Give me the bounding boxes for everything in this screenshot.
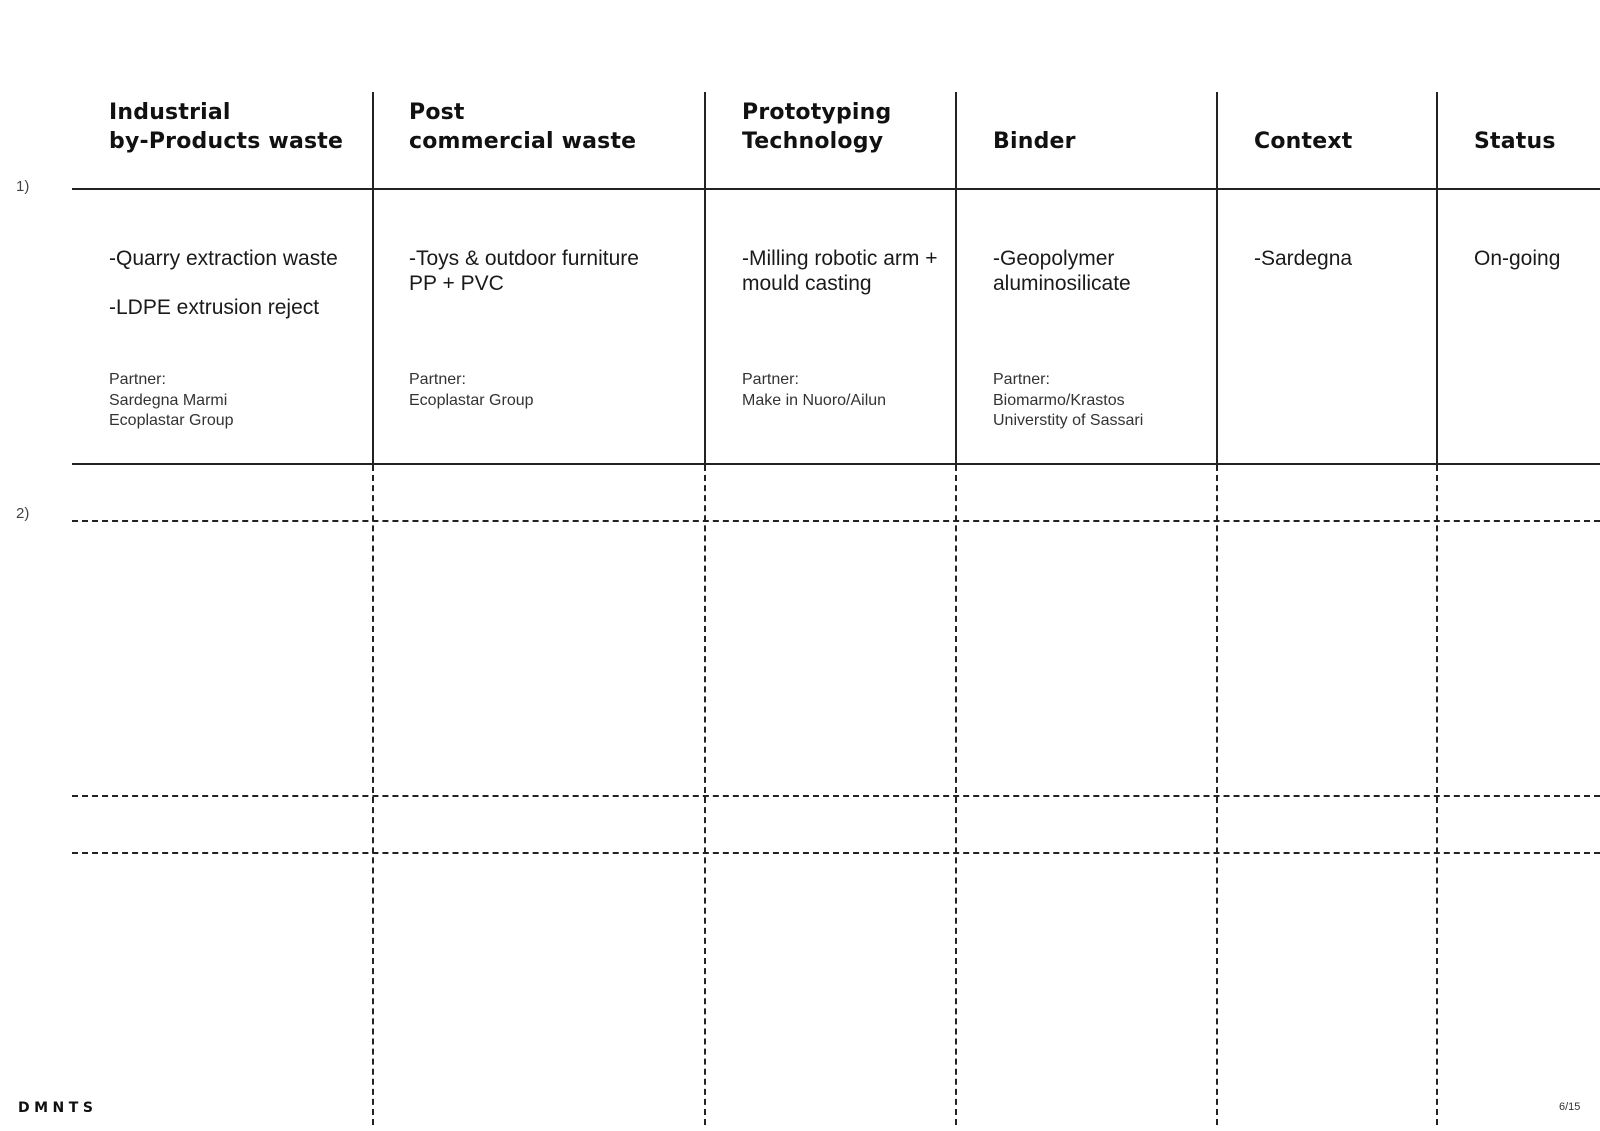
column-header-binder: Binder [993,129,1076,154]
column-header-context: Context [1254,129,1353,154]
row-number-2: 2) [16,505,30,522]
column-header-prototyping: Prototyping Technology [742,100,892,154]
dmnts-logo: DMNTS [18,1100,98,1116]
item-status-ongoing: On-going [1474,247,1561,270]
column-header-post-commercial: Post commercial waste [409,100,637,154]
column-separator [1216,92,1218,463]
row-3-header-divider [72,852,1600,854]
column-separator-dashed [1436,465,1438,1125]
row-number-1: 1) [16,178,30,195]
column-separator [1436,92,1438,463]
row-2-bottom-divider [72,795,1600,797]
item-milling-robotic-arm: -Milling robotic arm + mould casting [742,247,938,295]
row-2-header-divider [72,520,1600,522]
partner-prototyping: Partner: Make in Nuoro/Ailun [742,371,887,409]
header-divider [72,188,1600,190]
column-header-industrial-waste: Industrial by-Products waste [109,100,344,154]
column-items-industrial-waste [109,246,338,320]
column-items-post-commercial [409,246,639,296]
column-separator-dashed [372,465,374,1125]
column-items-binder [993,246,1131,296]
column-separator-dashed [1216,465,1218,1125]
item-ldpe-extrusion: -LDPE extrusion reject [109,296,320,319]
item-sardegna: -Sardegna [1254,247,1353,270]
column-separator-dashed [955,465,957,1125]
column-items-context [1254,246,1352,271]
partner-industrial-waste: Partner: Sardegna Marmi Ecoplastar Group [109,371,234,429]
row-1-bottom-divider [72,463,1600,465]
item-geopolymer: -Geopolymer aluminosilicate [993,247,1131,295]
item-toys-furniture: -Toys & outdoor furniture PP + PVC [409,247,639,295]
page-number: 6/15 [1559,1101,1581,1113]
column-separator [372,92,374,463]
column-items-status [1474,246,1560,271]
column-separator-dashed [704,465,706,1125]
column-items-prototyping [742,246,937,296]
column-header-status: Status [1474,129,1556,154]
partner-post-commercial: Partner: Ecoplastar Group [409,371,534,409]
column-separator [955,92,957,463]
column-separator [704,92,706,463]
item-quarry-extraction: -Quarry extraction waste [109,247,338,270]
partner-binder: Partner: Biomarmo/Krastos Universtity of Sassari [993,371,1144,429]
